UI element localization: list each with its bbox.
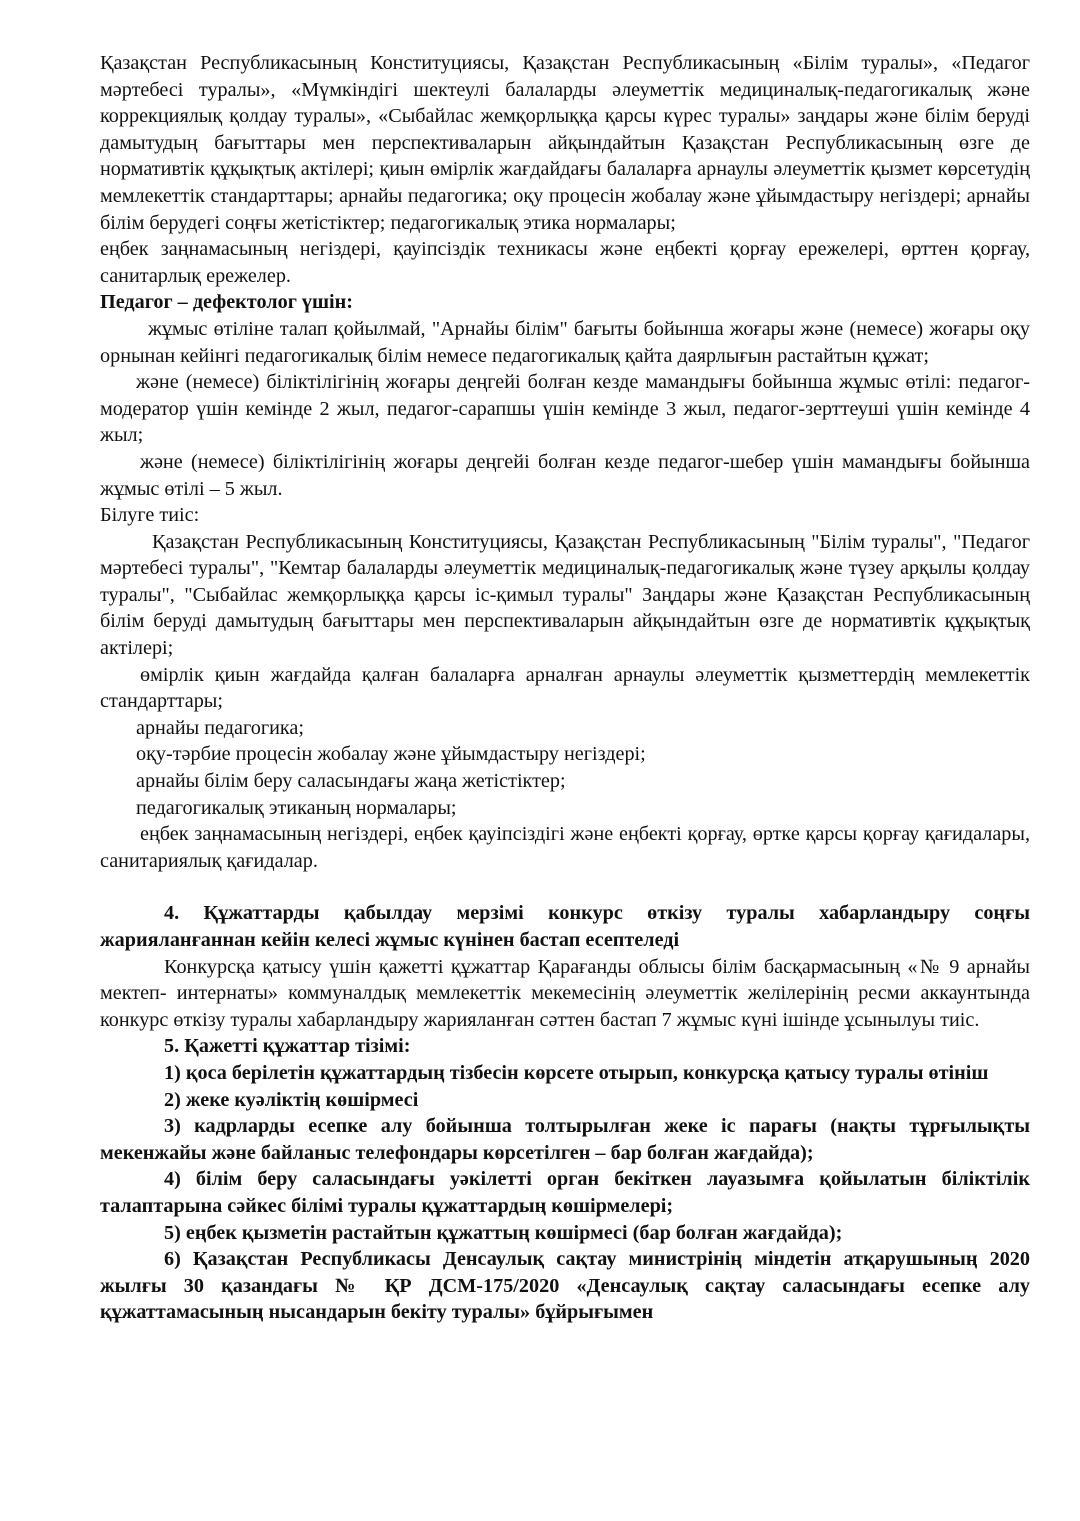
paragraph-laws: Қазақстан Республикасының Конституциясы, Қазақстан Республикасының «Білім туралы», «Педагог мәртебесі туралы», «Мүмкіндігі шектеулі балаларды әлеуметтік медициналық-педагогикалық және коррекциялық қолдау туралы», «Сыбайлас жемқорлыққа қарсы күрес туралы» заңдары және білім беруді дамытудың бағыттары мен перспективаларын айқындайтын Қазақстан Республикасының өзге де нормативтік құқықтық актілері; қиын өмірлік жағдайдағы балаларға арнаулы әлеуметтік қызмет көрсетудің мемлекеттік стандарттары; арнайы педагогика; оқу процесін жобалау және ұйымдастыру негіздері; арнайы білім берудегі соңғы жетістіктер; педагогикалық этика нормалары; [100,52,1030,234]
list-item: арнайы педагогика; [136,716,304,739]
required-doc-item: 6) Қазақстан Республикасы Денсаулық сақтау министрінің міндетін атқарушының 2020 жылғы 30 қазандағы № ҚР ДСМ-175/2020 «Денсаулық сақтау саласындағы есепке алу құжаттамасының нысандарын бекіту туралы» бұйрығымен [100,1248,1030,1324]
heading-defectologist: Педагог – дефектолог үшін: [100,291,354,314]
list-item: педагогикалық этиканың нормалары; [136,796,457,819]
paragraph-state-standards: өмірлік қиын жағдайда қалған балаларға арналған арнаулы әлеуметтік қызметтердің мемлекеттік стандарттары; [100,663,1030,713]
paragraph-laws-2: Қазақстан Республикасының Конституциясы, Қазақстан Республикасының "Білім туралы", "Педагог мәртебесі туралы", "Кемтар балаларды әлеуметтік медициналық-педагогикалық және түзеу арқылы қолдау туралы", "Сыбайлас жемқорлыққа қарсы іс-қимыл туралы" Заңдары және Қазақстан Республикасының білім беруді дамытудың бағыттары мен перспективаларын айқындайтын өзге де нормативтік құқықтық актілері; [100,530,1030,660]
section-5-heading: 5. Қажетті құжаттар тізімі: [164,1035,411,1058]
paragraph-submission: Конкурсқа қатысу үшін қажетті құжаттар Қарағанды облысы білім басқармасының «№ 9 арнайы мектеп- интернаты» коммуналдық мемлекеттік мекемесінің әлеуметтік желілерінің ресми аккаунтында конкурс өткізу туралы хабарландыру жарияланған сәттен бастап 7 жұмыс күні ішінде ұсынылуы тиіс. [100,955,1030,1031]
paragraph-master-requirement: және (немесе) біліктілігінің жоғары деңгейі болған кезде педагог-шебер үшін мамандығы бойынша жұмыс өтілі – 5 жыл. [100,450,1030,500]
required-doc-item: 2) жеке куәліктің көшірмесі [164,1088,419,1111]
paragraph-labor-law-2: еңбек заңнамасының негіздері, еңбек қауіпсіздігі және еңбекті қорғау, өртке қарсы қорғау қағидалары, санитариялық қағидалар. [100,823,1030,872]
paragraph-experience-requirement: және (немесе) біліктілігінің жоғары деңгейі болған кезде мамандығы бойынша жұмыс өтілі: педагог-модератор үшін кемінде 2 жыл, педагог-сарапшы үшін кемінде 3 жыл, педагог-зерттеуші үшін кемінде 4 жыл; [100,371,1030,447]
list-item: арнайы білім беру саласындағы жаңа жетістіктер; [136,770,566,793]
required-doc-item: 4) білім беру саласындағы уәкілетті орган бекіткен лауазымға қойылатын біліктілік талаптарына сәйкес білімі туралы құжаттардың көшірмелері; [100,1168,1030,1217]
list-item: оқу-тәрбие процесін жобалау және ұйымдастыру негіздері; [136,743,646,766]
section-4-heading: 4. Құжаттарды қабылдау мерзімі конкурс өткізу туралы хабарландыру соңғы жарияланғаннан кейін келесі жұмыс күнінен бастап есептеледі [100,902,1030,951]
paragraph-education-requirement: жұмыс өтіліне талап қойылмай, "Арнайы білім" бағыты бойынша жоғары және (немесе) жоғары оқу орнынан кейінгі педагогикалық білім немесе педагогикалық қайта даярлығын растайтын құжат; [100,317,1030,367]
required-doc-item: 1) қоса берілетін құжаттардың тізбесін көрсете отырып, конкурсқа қатысу туралы өтініш [164,1061,989,1084]
required-doc-item: 3) кадрларды есепке алу бойынша толтырылған жеке іс парағы (нақты тұрғылықты мекенжайы және байланыс телефондары көрсетілген – бар болған жағдайда); [100,1115,1030,1164]
document-page [100,50,1030,1326]
paragraph-labor-law: еңбек заңнамасының негіздері, қауіпсіздік техникасы және еңбекті қорғау ережелері, өрттен қорғау, санитарлық ережелер. [100,238,1030,287]
required-doc-item: 5) еңбек қызметін растайтын құжаттың көшірмесі (бар болған жағдайда); [164,1221,843,1244]
spacer [100,874,1030,900]
paragraph-must-know: Білуге тиіс: [100,504,200,527]
